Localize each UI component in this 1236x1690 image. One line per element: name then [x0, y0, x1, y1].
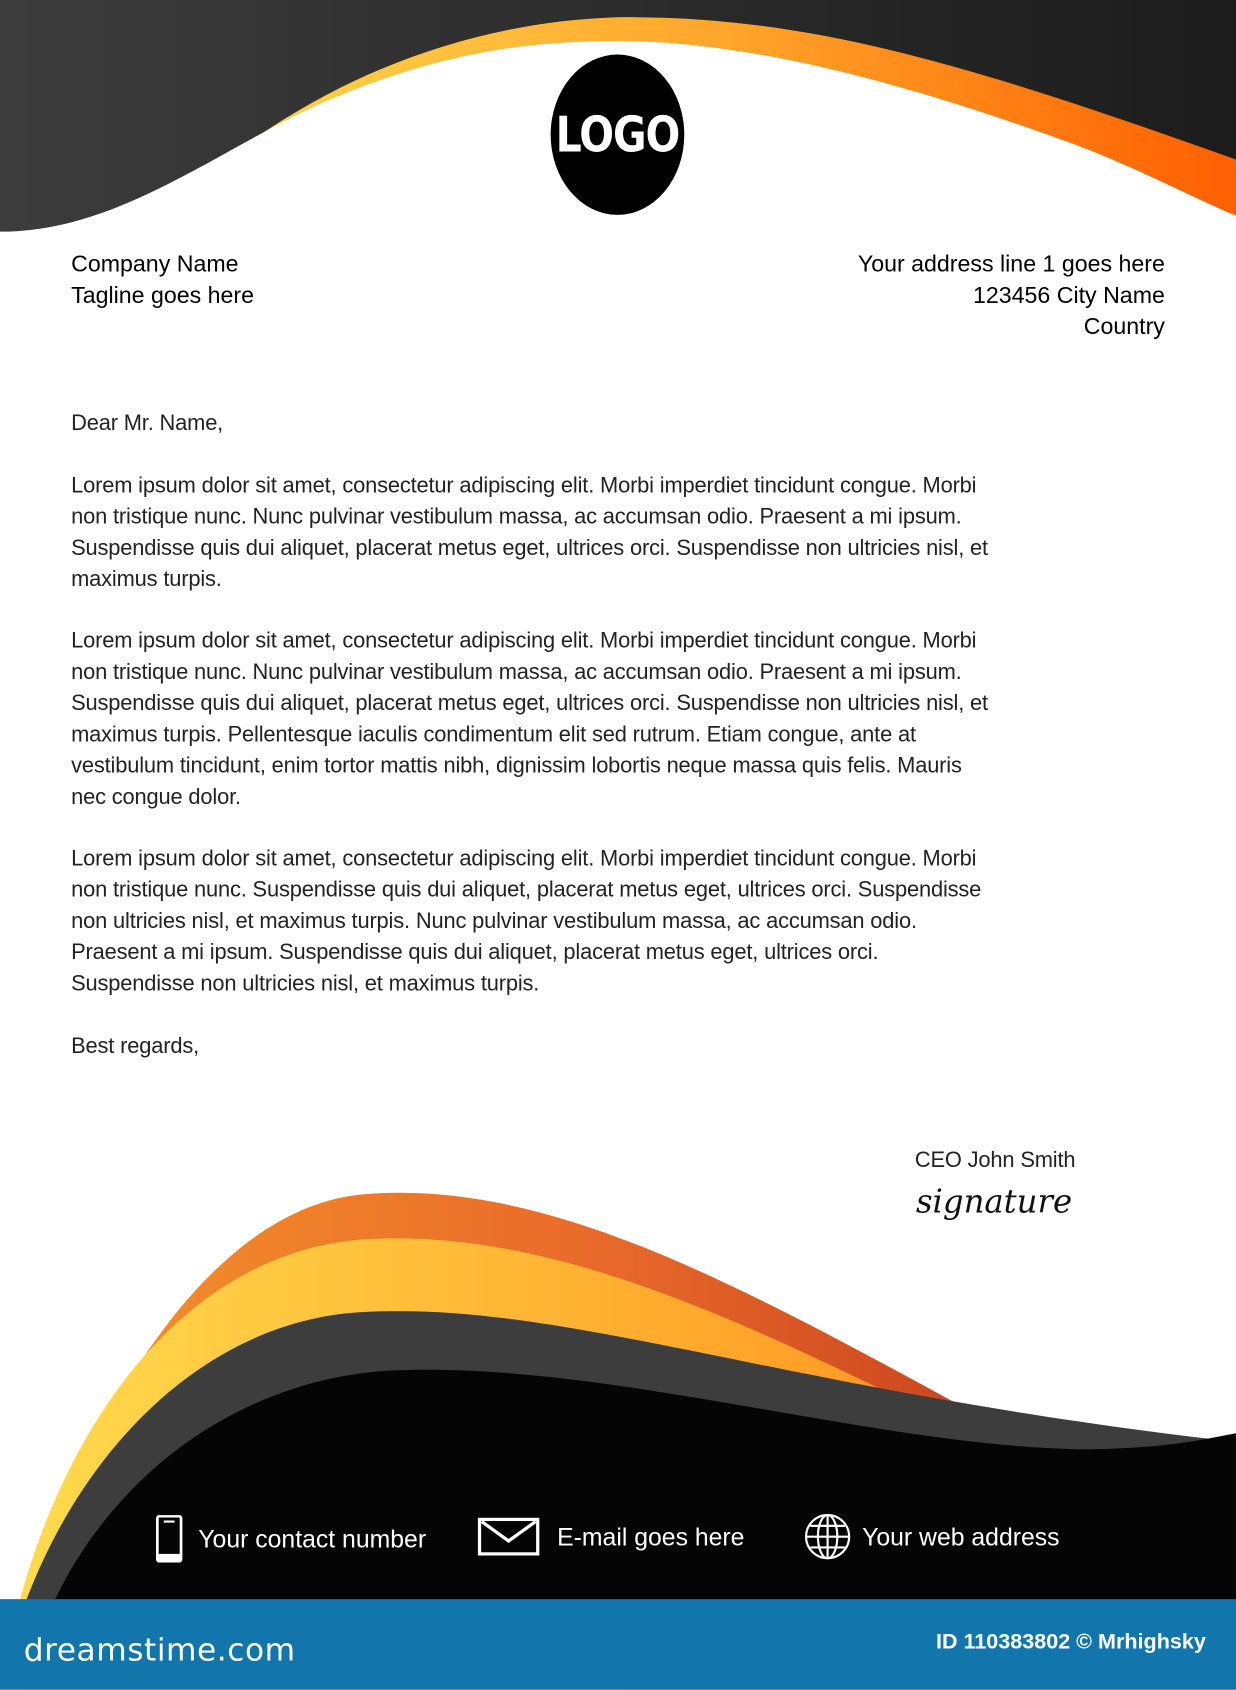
closing: Best regards, — [71, 1034, 200, 1059]
phone-text: Your contact number — [198, 1524, 427, 1553]
text-line: non ultricies nisl, et maximus turpis. Nunc pulvinar vestibulum massa, ac accumsan odio. — [71, 909, 917, 934]
text-line: Lorem ipsum dolor sit amet, consectetur adipiscing elit. Morbi imperdiet tincidunt congue. Morbi — [71, 629, 977, 654]
salutation: Dear Mr. Name, — [71, 411, 224, 436]
contact-phone[interactable] — [155, 1515, 426, 1562]
phone-icon — [155, 1515, 183, 1562]
address-line-3: Country — [1083, 313, 1165, 340]
text-line: vestibulum tincidunt, enim tortor mattis nibh, dignissim lobortis neque massa quis felis. Mauris — [71, 754, 962, 779]
paragraph-3 — [71, 844, 981, 1000]
globe-icon — [804, 1513, 851, 1560]
web-text: Your web address — [862, 1522, 1060, 1551]
text-line: Suspendisse quis dui aliquet, placerat metus eget, ultrices orci. Suspendisse non ultricies nisl, et — [71, 536, 988, 561]
company-block — [71, 249, 254, 312]
paragraph-2 — [71, 626, 988, 814]
address-line-2: 123456 City Name — [972, 282, 1165, 309]
text-line: non tristique nunc. Nunc pulvinar vestibulum massa, ac accumsan odio. Praesent a mi ipsum. — [71, 660, 962, 685]
tagline: Tagline goes here — [71, 282, 255, 309]
text-line: non tristique nunc. Suspendisse quis dui aliquet, placerat metus eget, ultrices orci. Suspendisse — [71, 878, 982, 902]
signer-name: CEO John Smith — [914, 1148, 1076, 1173]
email-text: E-mail goes here — [557, 1522, 745, 1551]
signature: signature — [915, 1183, 1073, 1221]
text-line: Lorem ipsum dolor sit amet, consectetur adipiscing elit. Morbi imperdiet tincidunt congue. Morbi — [71, 474, 977, 498]
address-line-1: Your address line 1 goes here — [857, 251, 1165, 277]
text-line: maximus turpis. — [71, 567, 222, 592]
address-block — [858, 249, 1165, 343]
text-line: non tristique nunc. Nunc pulvinar vestibulum massa, ac accumsan odio. Praesent a mi ipsum. — [71, 505, 962, 530]
text-line: nec congue dolor. — [71, 785, 241, 810]
contact-web[interactable] — [804, 1513, 1060, 1560]
logo: LOGO — [551, 55, 685, 215]
text-line: Suspendisse non ultricies nisl, et maximus turpis. — [71, 971, 540, 996]
stock-credit: ID 110383802 © Mrhighsky — [935, 1630, 1206, 1655]
stock-brand-logo[interactable]: dreamstime.com — [23, 1631, 296, 1669]
contact-email[interactable] — [477, 1517, 744, 1556]
text-line: Praesent a mi ipsum. Suspendisse quis dui aliquet, placerat metus eget, ultrices orci. — [71, 940, 879, 965]
text-line: maximus turpis. Pellentesque iaculis condimentum elit sed rutrum. Etiam congue, ante at — [71, 723, 916, 747]
text-line: Lorem ipsum dolor sit amet, consectetur adipiscing elit. Morbi imperdiet tincidunt congue. Morbi — [71, 846, 977, 871]
text-line: Suspendisse quis dui aliquet, placerat metus eget, ultrices orci. Suspendisse non ultricies nisl, et — [71, 691, 988, 716]
envelope-icon — [477, 1517, 540, 1556]
company-name: Company Name — [71, 251, 239, 277]
paragraph-1 — [71, 471, 988, 596]
